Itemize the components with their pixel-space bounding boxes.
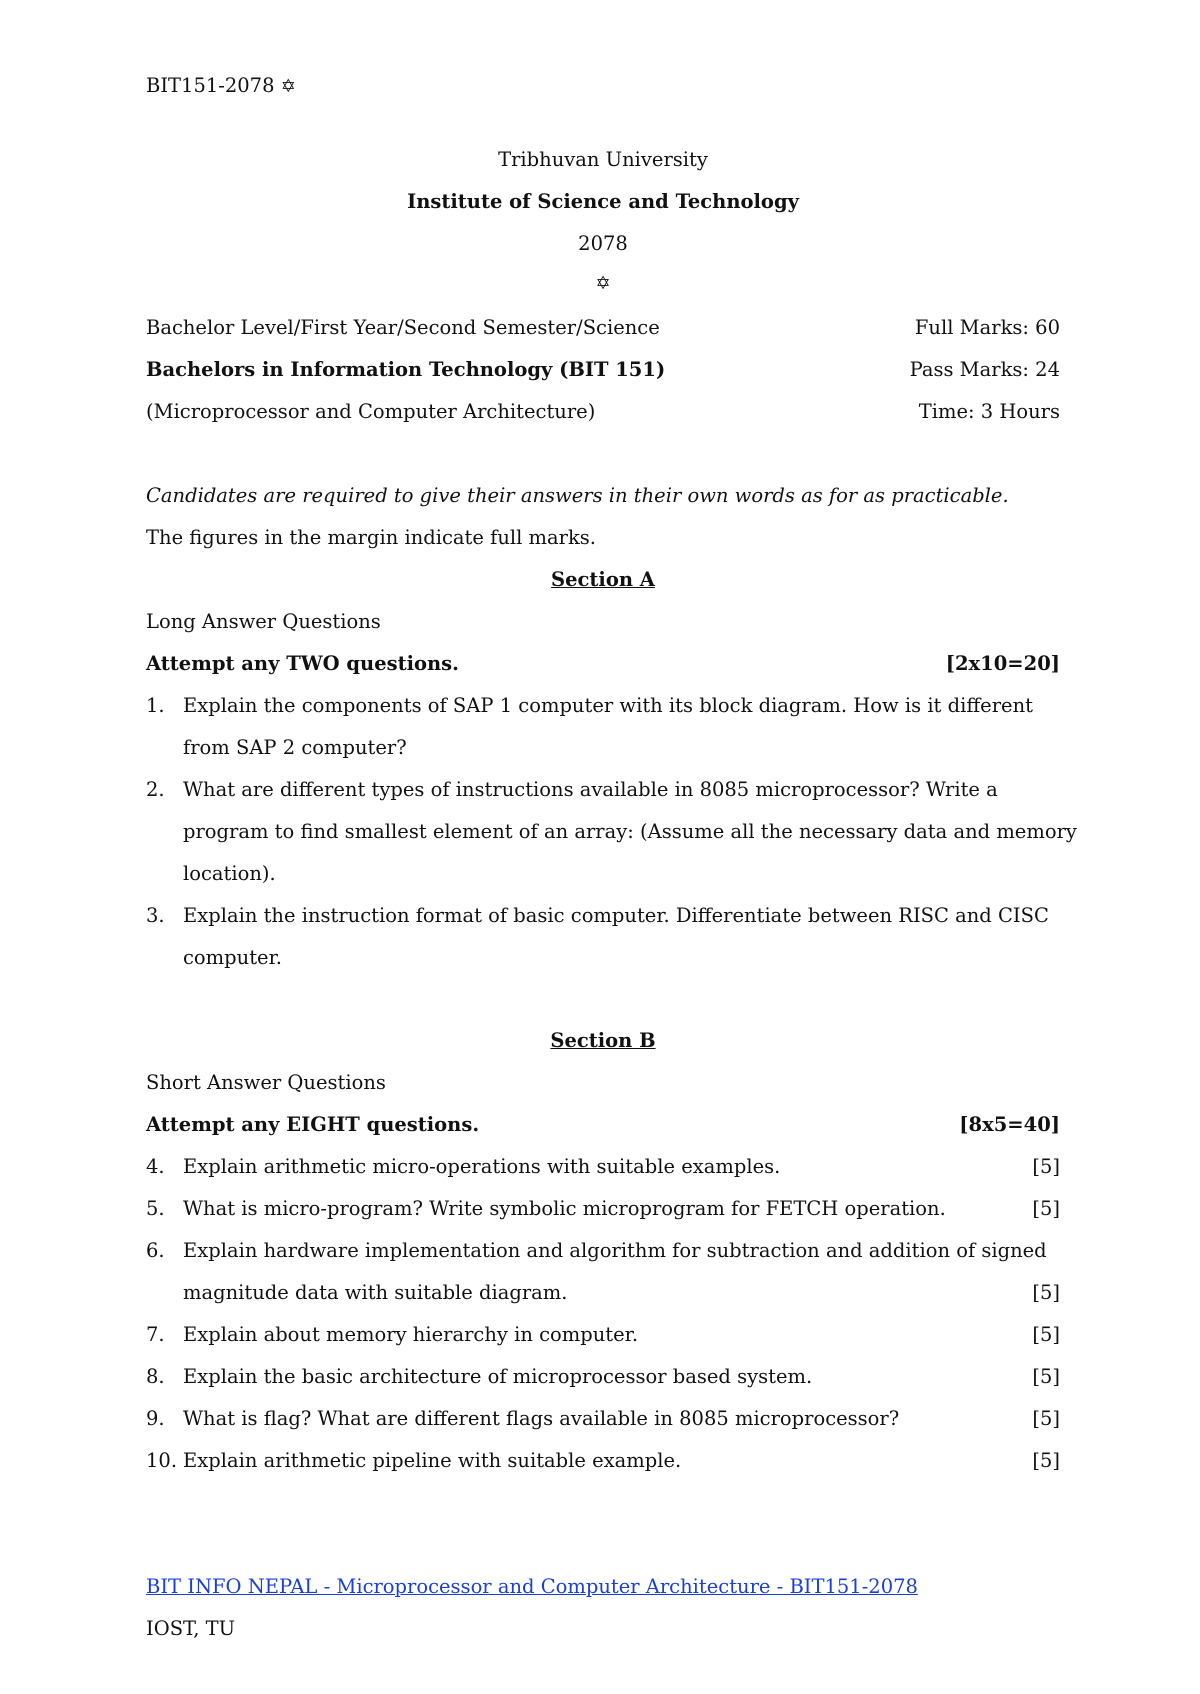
section-a-subheading: Long Answer Questions — [146, 610, 381, 633]
university-name: Tribhuvan University — [498, 148, 708, 171]
section-b-heading: Section B — [550, 1029, 656, 1052]
question-2 — [146, 769, 1077, 895]
question-text: What is flag? What are different flags available in 8085 microprocessor? — [183, 1407, 900, 1430]
question-number: 6. — [146, 1239, 165, 1262]
question-text: What is micro-program? Write symbolic microprogram for FETCH operation. — [183, 1197, 946, 1220]
section-b-attempt-row — [146, 1111, 1060, 1139]
question-3 — [146, 895, 1060, 979]
question-text: Explain arithmetic micro-operations with suitable examples. — [183, 1155, 781, 1178]
section-a-heading: Section A — [551, 568, 655, 591]
program-name: Bachelors in Information Technology (BIT 151) — [146, 358, 666, 381]
question-number: 7. — [146, 1323, 165, 1346]
question-number: 8. — [146, 1365, 165, 1388]
question-marks: [5] — [1032, 1281, 1060, 1304]
section-b-attempt: Attempt any EIGHT questions. — [146, 1113, 480, 1136]
question-text-cont: location). — [183, 862, 276, 885]
instruction-line-2: The figures in the margin indicate full marks. — [146, 526, 597, 549]
pass-marks: Pass Marks: 24 — [909, 358, 1060, 381]
course-level: Bachelor Level/First Year/Second Semester/Science — [146, 316, 660, 339]
paper-code — [146, 72, 1060, 101]
question-number: 3. — [146, 904, 165, 927]
course-level-row — [146, 314, 1060, 342]
question-text: What are different types of instructions available in 8085 microprocessor? Write a — [183, 778, 998, 801]
exam-year: 2078 — [578, 232, 628, 255]
star-icon: ✡ — [280, 76, 296, 97]
question-text: Explain the basic architecture of microprocessor based system. — [183, 1365, 813, 1388]
question-text: Explain arithmetic pipeline with suitable example. — [183, 1449, 682, 1472]
question-10 — [146, 1440, 1060, 1482]
subject-row — [146, 398, 1060, 426]
question-5 — [146, 1188, 1060, 1230]
question-number: 4. — [146, 1155, 165, 1178]
question-marks: [5] — [1032, 1197, 1060, 1220]
question-text: Explain the components of SAP 1 computer with its block diagram. How is it different — [183, 694, 1033, 717]
exam-time: Time: 3 Hours — [918, 400, 1060, 423]
institute-name: Institute of Science and Technology — [407, 190, 799, 213]
question-4 — [146, 1146, 1060, 1188]
question-text-cont: program to find smallest element of an array: (Assume all the necessary data and memory — [183, 820, 1077, 843]
question-number: 10. — [146, 1449, 178, 1472]
question-number: 1. — [146, 694, 165, 717]
footer-link-row — [146, 1573, 1060, 1601]
question-text-cont: computer. — [183, 946, 282, 969]
question-marks: [5] — [1032, 1365, 1060, 1388]
footer-org: IOST, TU — [146, 1617, 236, 1640]
question-text-cont: magnitude data with suitable diagram. — [183, 1281, 568, 1304]
section-b-marks: [8x5=40] — [959, 1113, 1060, 1136]
instruction-line-1: Candidates are required to give their answers in their own words as for as practicable. — [146, 484, 1009, 507]
question-number: 2. — [146, 778, 165, 801]
subject-name: (Microprocessor and Computer Architecture) — [146, 400, 596, 423]
question-8 — [146, 1356, 1060, 1398]
question-marks: [5] — [1032, 1407, 1060, 1430]
question-number: 9. — [146, 1407, 165, 1430]
question-text: Explain the instruction format of basic computer. Differentiate between RISC and CISC — [183, 904, 1049, 927]
star-icon: ✡ — [595, 273, 611, 294]
section-a-attempt: Attempt any TWO questions. — [146, 652, 459, 675]
question-number: 5. — [146, 1197, 165, 1220]
question-text: Explain about memory hierarchy in computer. — [183, 1323, 639, 1346]
full-marks: Full Marks: 60 — [914, 316, 1060, 339]
question-6 — [146, 1230, 1060, 1314]
section-a-attempt-row — [146, 650, 1060, 678]
section-b-subheading: Short Answer Questions — [146, 1071, 386, 1094]
question-marks: [5] — [1032, 1449, 1060, 1472]
footer-link[interactable]: BIT INFO NEPAL - Microprocessor and Computer Architecture - BIT151-2078 — [146, 1575, 918, 1598]
paper-code-text: BIT151-2078 — [146, 74, 275, 97]
question-marks: [5] — [1032, 1323, 1060, 1346]
question-1 — [146, 685, 1060, 769]
question-marks: [5] — [1032, 1155, 1060, 1178]
question-text: Explain hardware implementation and algorithm for subtraction and addition of signed — [183, 1239, 1047, 1262]
section-a-marks: [2x10=20] — [945, 652, 1060, 675]
question-text-cont: from SAP 2 computer? — [183, 736, 407, 759]
program-row — [146, 356, 1060, 384]
question-7 — [146, 1314, 1060, 1356]
question-9 — [146, 1398, 1060, 1440]
